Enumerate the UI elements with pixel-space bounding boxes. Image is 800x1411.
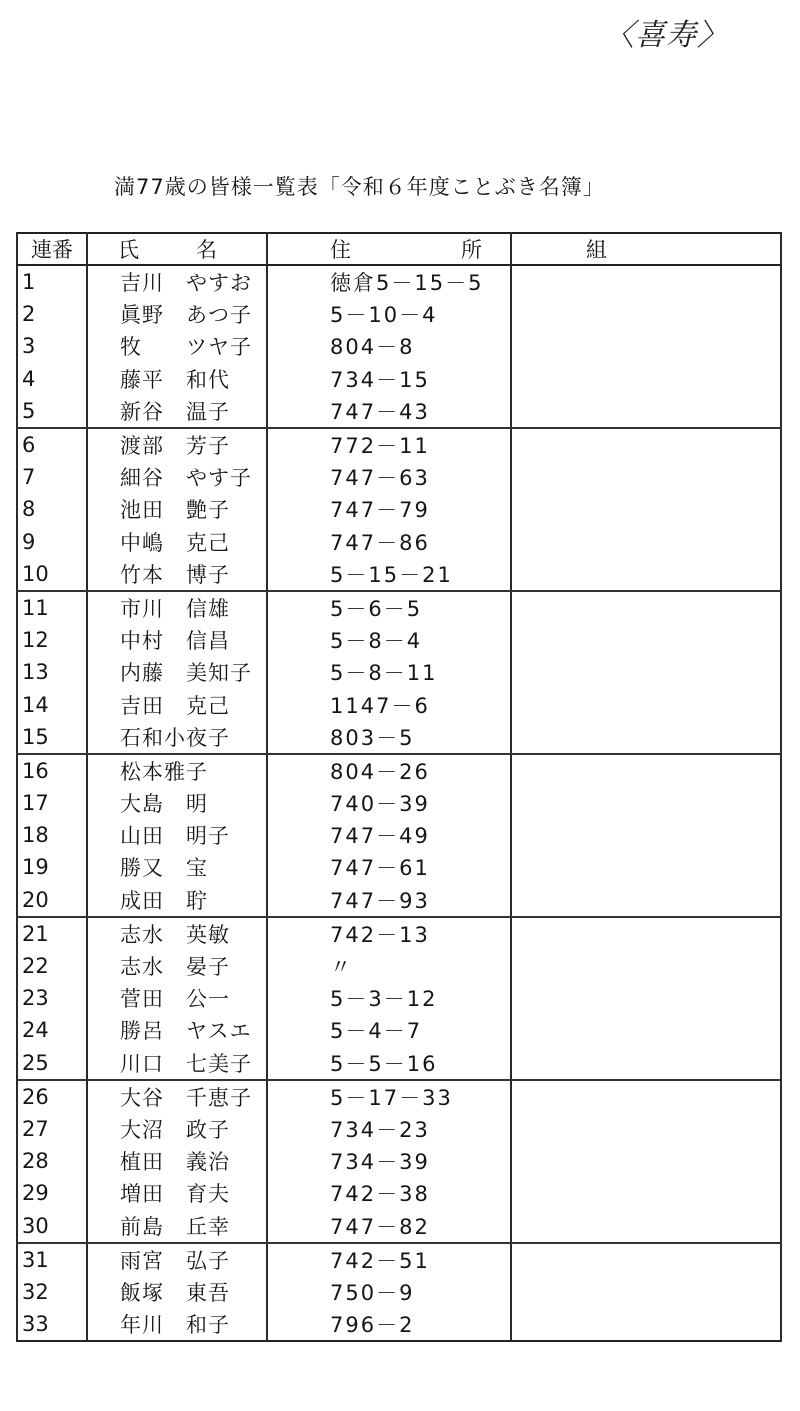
row-address: 742－38 — [267, 1177, 511, 1209]
row-name: 吉田 克己 — [87, 688, 267, 720]
table-row — [17, 688, 781, 720]
table-row — [17, 363, 781, 395]
row-name: 山田 明子 — [87, 819, 267, 851]
row-group — [511, 1243, 781, 1276]
row-address: 747－79 — [267, 493, 511, 525]
row-address: 747－82 — [267, 1209, 511, 1242]
row-group — [511, 1308, 781, 1341]
row-address: 772－11 — [267, 428, 511, 461]
row-address: 5－5－16 — [267, 1047, 511, 1080]
row-address: 5－6－5 — [267, 591, 511, 624]
row-group — [511, 591, 781, 624]
table-row — [17, 395, 781, 428]
table-row — [17, 1113, 781, 1145]
row-address: 5－15－21 — [267, 558, 511, 591]
row-name: 市川 信雄 — [87, 591, 267, 624]
row-name: 牧 ツヤ子 — [87, 330, 267, 362]
row-name: 菅田 公一 — [87, 982, 267, 1014]
row-name: 成田 聍 — [87, 884, 267, 917]
row-group — [511, 1209, 781, 1242]
table-row — [17, 1209, 781, 1242]
row-address: 803－5 — [267, 721, 511, 754]
row-group — [511, 363, 781, 395]
table-row — [17, 1177, 781, 1209]
header-group: 組 — [511, 233, 781, 265]
row-group — [511, 721, 781, 754]
header-row — [17, 233, 781, 265]
row-group — [511, 265, 781, 298]
kiju-stamp: 〈喜寿〉 — [604, 18, 728, 53]
table-row — [17, 493, 781, 525]
header-address-b: 所 — [461, 238, 482, 262]
table-row — [17, 982, 781, 1014]
row-number: 22 — [17, 950, 87, 982]
row-name: 池田 艶子 — [87, 493, 267, 525]
row-address: 747－61 — [267, 851, 511, 883]
table-row — [17, 656, 781, 688]
row-name: 内藤 美知子 — [87, 656, 267, 688]
row-group — [511, 819, 781, 851]
row-group — [511, 754, 781, 787]
row-group — [511, 330, 781, 362]
row-group — [511, 1080, 781, 1113]
row-group — [511, 558, 781, 591]
table-row — [17, 1014, 781, 1046]
row-group — [511, 624, 781, 656]
row-group — [511, 656, 781, 688]
row-address: 747－49 — [267, 819, 511, 851]
table-row — [17, 721, 781, 754]
table-row — [17, 851, 781, 883]
row-name: 増田 育夫 — [87, 1177, 267, 1209]
row-number: 31 — [17, 1243, 87, 1276]
table-row — [17, 298, 781, 330]
row-address: 734－23 — [267, 1113, 511, 1145]
row-number: 26 — [17, 1080, 87, 1113]
row-address: 徳倉5－15－5 — [267, 265, 511, 298]
row-name: 中嶋 克己 — [87, 526, 267, 558]
roster-table — [16, 232, 782, 1342]
row-number: 1 — [17, 265, 87, 298]
row-group — [511, 884, 781, 917]
roster-table-container — [16, 232, 780, 1372]
row-group — [511, 851, 781, 883]
row-address: 747－86 — [267, 526, 511, 558]
table-row — [17, 819, 781, 851]
row-name: 新谷 温子 — [87, 395, 267, 428]
row-name: 雨宮 弘子 — [87, 1243, 267, 1276]
row-number: 21 — [17, 917, 87, 950]
table-row — [17, 526, 781, 558]
table-row — [17, 950, 781, 982]
row-number: 3 — [17, 330, 87, 362]
row-number: 15 — [17, 721, 87, 754]
row-name: 竹本 博子 — [87, 558, 267, 591]
row-number: 12 — [17, 624, 87, 656]
table-row — [17, 1145, 781, 1177]
row-number: 20 — [17, 884, 87, 917]
row-address: 804－8 — [267, 330, 511, 362]
row-name: 藤平 和代 — [87, 363, 267, 395]
row-address: 804－26 — [267, 754, 511, 787]
row-group — [511, 1145, 781, 1177]
table-row — [17, 265, 781, 298]
row-group — [511, 688, 781, 720]
row-name: 大島 明 — [87, 787, 267, 819]
row-group — [511, 1113, 781, 1145]
row-number: 28 — [17, 1145, 87, 1177]
row-name: 川口 七美子 — [87, 1047, 267, 1080]
row-name: 前島 丘幸 — [87, 1209, 267, 1242]
roster-body — [17, 265, 781, 1341]
header-address — [267, 233, 511, 265]
row-number: 29 — [17, 1177, 87, 1209]
row-number: 30 — [17, 1209, 87, 1242]
row-group — [511, 1177, 781, 1209]
row-address: 1147－6 — [267, 688, 511, 720]
table-row — [17, 787, 781, 819]
table-row — [17, 917, 781, 950]
row-number: 33 — [17, 1308, 87, 1341]
row-name: 志水 晏子 — [87, 950, 267, 982]
table-row — [17, 624, 781, 656]
row-group — [511, 461, 781, 493]
row-name: 植田 義治 — [87, 1145, 267, 1177]
row-group — [511, 982, 781, 1014]
row-number: 8 — [17, 493, 87, 525]
row-group — [511, 1276, 781, 1308]
row-address: 747－93 — [267, 884, 511, 917]
table-row — [17, 1047, 781, 1080]
row-number: 4 — [17, 363, 87, 395]
row-number: 11 — [17, 591, 87, 624]
row-number: 18 — [17, 819, 87, 851]
row-name: 渡部 芳子 — [87, 428, 267, 461]
row-number: 25 — [17, 1047, 87, 1080]
row-name: 大沼 政子 — [87, 1113, 267, 1145]
row-name: 吉川 やすお — [87, 265, 267, 298]
row-address: 5－3－12 — [267, 982, 511, 1014]
header-name-b: 名 — [196, 238, 218, 262]
header-name-a: 氏 — [118, 238, 140, 262]
row-number: 23 — [17, 982, 87, 1014]
row-address: 5－8－11 — [267, 656, 511, 688]
row-number: 27 — [17, 1113, 87, 1145]
table-row — [17, 1243, 781, 1276]
row-group — [511, 298, 781, 330]
row-group — [511, 395, 781, 428]
row-group — [511, 428, 781, 461]
row-number: 14 — [17, 688, 87, 720]
header-no: 連番 — [17, 233, 87, 265]
row-name: 志水 英敏 — [87, 917, 267, 950]
table-row — [17, 1308, 781, 1341]
row-name: 年川 和子 — [87, 1308, 267, 1341]
table-row — [17, 591, 781, 624]
row-number: 10 — [17, 558, 87, 591]
row-number: 24 — [17, 1014, 87, 1046]
row-group — [511, 1014, 781, 1046]
row-address: 5－4－7 — [267, 1014, 511, 1046]
table-row — [17, 428, 781, 461]
row-address: 796－2 — [267, 1308, 511, 1341]
row-number: 13 — [17, 656, 87, 688]
row-name: 石和小夜子 — [87, 721, 267, 754]
row-address: 5－10－4 — [267, 298, 511, 330]
row-address: 742－13 — [267, 917, 511, 950]
row-address: 734－39 — [267, 1145, 511, 1177]
header-address-a: 住 — [330, 238, 351, 262]
row-number: 6 — [17, 428, 87, 461]
row-address: 747－43 — [267, 395, 511, 428]
row-number: 19 — [17, 851, 87, 883]
row-number: 32 — [17, 1276, 87, 1308]
row-name: 細谷 やす子 — [87, 461, 267, 493]
table-row — [17, 884, 781, 917]
table-row — [17, 330, 781, 362]
row-name: 勝呂 ヤスエ — [87, 1014, 267, 1046]
row-group — [511, 917, 781, 950]
row-address: 747－63 — [267, 461, 511, 493]
row-number: 9 — [17, 526, 87, 558]
row-name: 勝又 宝 — [87, 851, 267, 883]
row-number: 2 — [17, 298, 87, 330]
row-address: 734－15 — [267, 363, 511, 395]
table-row — [17, 1080, 781, 1113]
table-row — [17, 754, 781, 787]
row-address: 742－51 — [267, 1243, 511, 1276]
row-name: 飯塚 東吾 — [87, 1276, 267, 1308]
row-name: 眞野 あつ子 — [87, 298, 267, 330]
row-number: 16 — [17, 754, 87, 787]
row-group — [511, 950, 781, 982]
row-address: 5－8－4 — [267, 624, 511, 656]
row-name: 中村 信昌 — [87, 624, 267, 656]
row-group — [511, 493, 781, 525]
row-number: 7 — [17, 461, 87, 493]
row-address: 750－9 — [267, 1276, 511, 1308]
row-address: 740－39 — [267, 787, 511, 819]
row-number: 17 — [17, 787, 87, 819]
row-group — [511, 1047, 781, 1080]
document-title: 満77歳の皆様一覧表「令和６年度ことぶき名簿」 — [114, 175, 605, 199]
table-row — [17, 558, 781, 591]
table-row — [17, 1276, 781, 1308]
row-address: 5－17－33 — [267, 1080, 511, 1113]
row-address: 〃 — [267, 950, 511, 982]
row-name: 大谷 千恵子 — [87, 1080, 267, 1113]
row-name: 松本雅子 — [87, 754, 267, 787]
header-name — [87, 233, 267, 265]
row-group — [511, 526, 781, 558]
row-number: 5 — [17, 395, 87, 428]
row-group — [511, 787, 781, 819]
table-row — [17, 461, 781, 493]
